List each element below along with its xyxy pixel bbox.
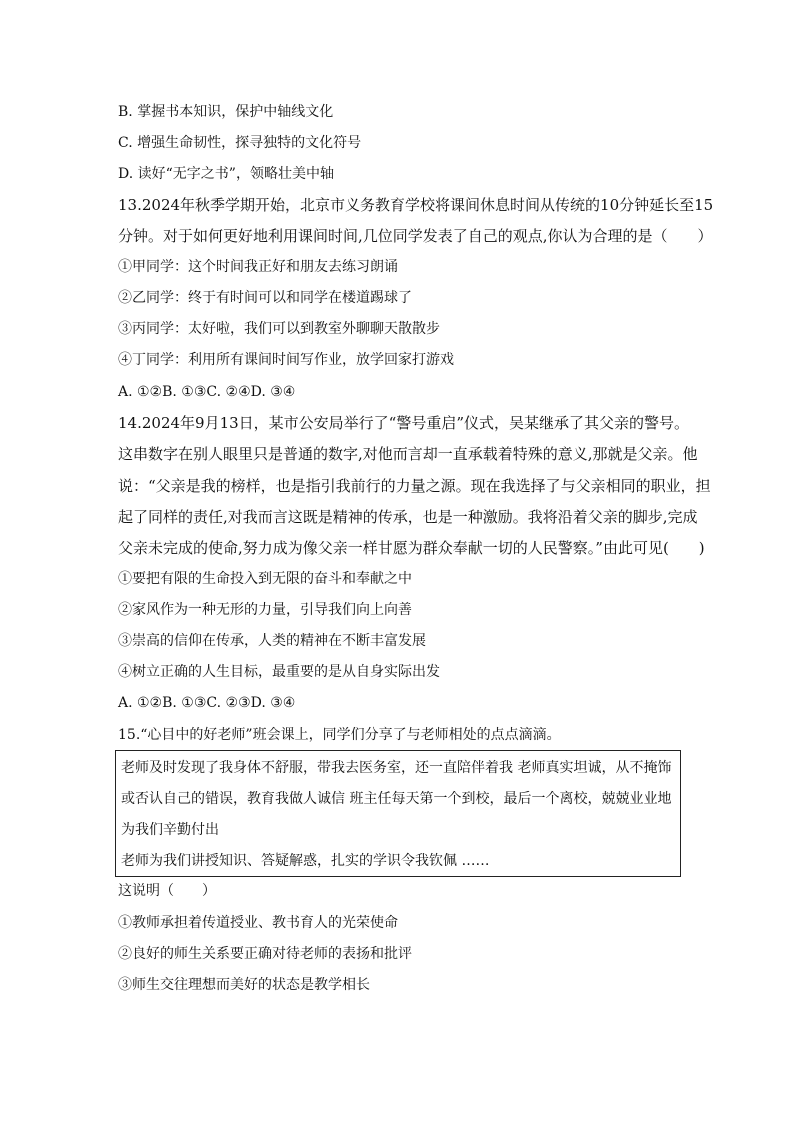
- q13-item-1: ①甲同学：这个时间我正好和朋友去练习朗诵: [118, 259, 398, 275]
- q14-stem-line-5: 父亲未完成的使命,努力成为像父亲一样甘愿为群众奉献一切的人民警察。”由此可见( ): [118, 539, 705, 557]
- q15-item-1: ①教师承担着传道授业、教书育人的光荣使命: [118, 915, 398, 931]
- q14-stem-line-4: 起了同样的责任,对我而言这既是精神的传承，也是一种激励。我将沿着父亲的脚步,完成: [118, 508, 698, 526]
- q13-stem-line-1: 13.2024年秋季学期开始，北京市义务教育学校将课间休息时间从传统的10分钟延长至15: [118, 196, 714, 214]
- q14-item-1: ①要把有限的生命投入到无限的奋斗和奉献之中: [118, 571, 412, 587]
- q15-stem: 15.“心目中的好老师”班会课上，同学们分享了与老师相处的点点滴滴。: [118, 727, 561, 743]
- q13-item-3: ③丙同学：太好啦，我们可以到教室外聊聊天散散步: [118, 321, 440, 337]
- q13-item-4: ④丁同学：利用所有课间时间写作业，放学回家打游戏: [118, 352, 454, 368]
- q14-stem-line-1: 14.2024年9月13日，某市公安局举行了“警号重启”仪式，吴某继承了其父亲的警号。: [118, 414, 689, 432]
- q14-stem-line-2: 这串数字在别人眼里只是普通的数字,对他而言却一直承载着特殊的意义,那就是父亲。他: [118, 445, 698, 463]
- q13-choices: A. ①②B. ①③C. ②④D. ③④: [118, 384, 296, 400]
- q13-stem-line-2: 分钟。对于如何更好地利用课间时间,几位同学发表了自己的观点,你认为合理的是（ ）: [118, 227, 713, 245]
- q12-option-b: B. 掌握书本知识，保护中轴线文化: [118, 104, 334, 120]
- q14-stem-line-3: 说：“父亲是我的榜样，也是指引我前行的力量之源。现在我选择了与父亲相同的职业，担: [118, 477, 711, 495]
- q15-box-line-1: 老师及时发现了我身体不舒服，带我去医务室，还一直陪伴着我 老师真实坦诚，从不掩饰: [121, 760, 672, 776]
- q14-item-4: ④树立正确的人生目标，最重要的是从自身实际出发: [118, 664, 440, 680]
- q15-box-line-2: 或否认自己的错误，教育我做人诚信 班主任每天第一个到校，最后一个离校，兢兢业业地: [121, 791, 672, 807]
- q14-item-3: ③崇高的信仰在传承，人类的精神在不断丰富发展: [118, 633, 426, 649]
- q15-item-2: ②良好的师生关系要正确对待老师的表扬和批评: [118, 946, 412, 962]
- q12-option-d: D. 读好“无字之书”，领略壮美中轴: [118, 166, 334, 182]
- q15-box-line-4: 老师为我们讲授知识、答疑解惑，扎实的学识令我钦佩 ……: [121, 853, 490, 869]
- q12-option-c: C. 增强生命韧性，探寻独特的文化符号: [118, 135, 362, 151]
- q15-item-3: ③师生交往理想而美好的状态是教学相长: [118, 977, 370, 993]
- q15-prompt: 这说明（ ）: [118, 883, 216, 899]
- q14-choices: A. ①②B. ①③C. ②③D. ③④: [118, 695, 296, 711]
- q14-item-2: ②家风作为一种无形的力量，引导我们向上向善: [118, 602, 412, 618]
- q15-material-box: [115, 750, 681, 877]
- q13-item-2: ②乙同学：终于有时间可以和同学在楼道踢球了: [118, 290, 412, 306]
- q15-box-line-3: 为我们辛勤付出: [121, 822, 219, 838]
